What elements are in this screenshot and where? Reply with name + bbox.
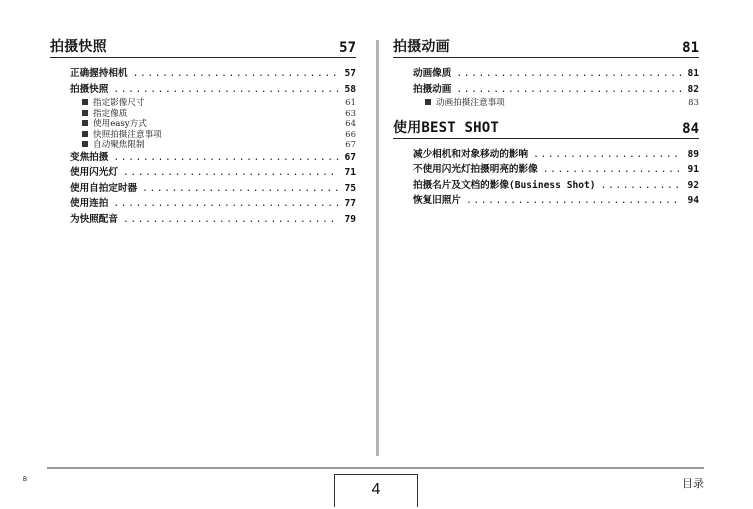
entry-page-number: 92	[687, 179, 699, 191]
section-page-number: 81	[682, 40, 699, 56]
entry-page-number: 89	[687, 148, 699, 160]
dot-leader	[113, 198, 339, 209]
dot-leader	[533, 149, 682, 160]
dot-leader	[123, 167, 339, 178]
toc-subentry[interactable]	[50, 128, 356, 139]
toc-entry-list	[393, 139, 699, 208]
entry-page-number: 75	[344, 182, 356, 194]
entry-page-number: 64	[345, 119, 356, 130]
dot-leader	[456, 84, 682, 95]
dot-leader	[113, 84, 339, 95]
entry-page-number: 58	[344, 83, 356, 95]
entry-label: 动画拍摄注意事项	[436, 98, 505, 109]
dot-leader	[123, 214, 339, 225]
entry-page-number: 79	[344, 214, 356, 226]
toc-section	[393, 38, 699, 107]
toc-entry-list	[393, 58, 699, 107]
footer-rule	[47, 467, 704, 469]
entry-label: 使用闪光灯	[70, 167, 118, 179]
square-bullet-icon	[82, 141, 88, 147]
toc-left-column	[50, 38, 356, 239]
footer-section-label: 目录	[682, 477, 704, 490]
section-title: 使用BEST SHOT	[393, 119, 500, 136]
entry-label: 变焦拍摄	[70, 151, 109, 163]
toc-entry[interactable]	[50, 195, 356, 211]
entry-label: 为快照配音	[70, 214, 118, 226]
entry-page-number: 63	[345, 108, 356, 119]
entry-label: 快照拍摄注意事项	[93, 129, 162, 140]
dot-leader	[543, 164, 683, 175]
section-title: 拍摄动画	[393, 39, 450, 55]
dot-leader	[601, 180, 683, 191]
toc-entry-list	[50, 58, 356, 227]
toc-entry[interactable]	[393, 146, 699, 162]
toc-subentry[interactable]	[50, 138, 356, 149]
entry-label: 拍摄名片及文档的影像(Business Shot)	[413, 179, 596, 191]
entry-label: 拍摄快照	[70, 83, 109, 95]
entry-page-number: 82	[687, 83, 699, 95]
toc-section	[50, 38, 356, 227]
toc-entry[interactable]	[50, 149, 356, 165]
entry-label: 不使用闪光灯拍摄明亮的影像	[413, 164, 538, 176]
entry-label: 使用自拍定时器	[70, 182, 138, 194]
toc-entry[interactable]	[393, 81, 699, 97]
square-bullet-icon	[425, 99, 431, 105]
entry-page-number: 71	[344, 167, 356, 179]
section-header[interactable]	[393, 119, 699, 139]
section-header[interactable]	[393, 38, 699, 58]
entry-page-number: 67	[345, 140, 356, 151]
page-number: 4	[334, 474, 418, 507]
entry-page-number: 83	[688, 98, 699, 109]
toc-subentry[interactable]	[50, 117, 356, 128]
toc-section	[393, 119, 699, 208]
square-bullet-icon	[82, 110, 88, 116]
entry-label: 指定影像尺寸	[93, 98, 145, 109]
toc-entry[interactable]	[50, 211, 356, 227]
square-bullet-icon	[82, 131, 88, 137]
entry-page-number: 77	[344, 198, 356, 210]
dot-leader	[456, 68, 682, 79]
entry-label: 动画像质	[413, 68, 452, 79]
entry-page-number: 81	[687, 68, 699, 79]
entry-label: 使用easy方式	[93, 119, 147, 130]
dot-leader	[133, 68, 340, 79]
entry-page-number: 57	[344, 68, 356, 79]
entry-label: 减少相机和对象移动的影响	[413, 148, 529, 160]
toc-entry[interactable]	[50, 65, 356, 81]
toc-entry[interactable]	[393, 161, 699, 177]
dot-leader	[113, 152, 339, 163]
entry-label: 拍摄动画	[413, 83, 452, 95]
square-bullet-icon	[82, 99, 88, 105]
entry-page-number: 94	[687, 195, 699, 207]
entry-label: 恢复旧照片	[413, 195, 461, 207]
toc-entry[interactable]	[50, 180, 356, 196]
square-bullet-icon	[82, 120, 88, 126]
entry-page-number: 91	[687, 164, 699, 176]
toc-entry[interactable]	[393, 192, 699, 208]
toc-subentry[interactable]	[50, 107, 356, 118]
entry-label: 指定像质	[93, 108, 128, 119]
section-page-number: 84	[682, 120, 699, 137]
section-page-number: 57	[339, 40, 356, 56]
toc-entry[interactable]	[50, 164, 356, 180]
entry-page-number: 66	[345, 129, 356, 140]
toc-entry[interactable]	[393, 177, 699, 193]
entry-label: 使用连拍	[70, 198, 109, 210]
entry-page-number: 61	[345, 98, 356, 109]
entry-label: 自动聚焦限制	[93, 140, 145, 151]
section-header[interactable]	[50, 38, 356, 58]
language-mark: B	[23, 477, 28, 483]
toc-subentry[interactable]	[50, 96, 356, 107]
toc-entry[interactable]	[393, 65, 699, 81]
toc-subentry[interactable]	[393, 96, 699, 107]
toc-entry[interactable]	[50, 81, 356, 97]
entry-page-number: 67	[344, 151, 356, 163]
entry-label: 正确握持相机	[70, 68, 128, 79]
section-title: 拍摄快照	[50, 39, 107, 55]
dot-leader	[142, 183, 339, 194]
column-divider	[376, 40, 379, 456]
dot-leader	[466, 195, 682, 206]
toc-right-column	[393, 38, 699, 220]
